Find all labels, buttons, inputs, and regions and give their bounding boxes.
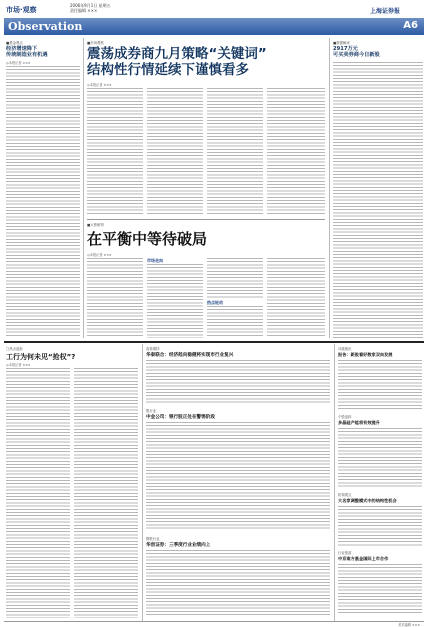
right-headline-line2: 可买卖券商今日新股 — [333, 52, 380, 58]
bottom2-kicker: 高管增持 — [146, 347, 160, 351]
lead-headline-line2: 结构性行情延续下谨慎看多 — [87, 62, 249, 78]
bottom2-text — [146, 360, 330, 404]
bottom3-kicker: 银行业 — [146, 409, 157, 413]
right-article-text — [333, 62, 423, 338]
bottom5-headline: 报告：新股看好数家双向发展 — [338, 352, 393, 357]
bottom7-text — [338, 506, 422, 546]
bottom1-kicker: □热点追踪 — [6, 347, 23, 351]
lead-text-col1 — [87, 88, 143, 216]
second-text-col4 — [267, 258, 325, 338]
lead-text-col4 — [267, 88, 325, 216]
section-divider — [4, 341, 424, 343]
lead-headline — [87, 46, 267, 78]
left-article-text — [6, 66, 80, 338]
column-rule — [142, 344, 143, 622]
lead-text-col2 — [147, 88, 203, 216]
bottom8-kicker: 行业报道 — [338, 551, 352, 555]
footer-credit: 美术编辑 ××× — [398, 623, 420, 627]
section-name: 市场·观察 — [6, 6, 37, 14]
lead-byline: ◎本报记者 ××× — [87, 83, 112, 87]
left-headline — [6, 46, 48, 58]
second-headline: 在平衡中等待破局 — [87, 230, 208, 248]
second-text-col3b — [207, 306, 263, 338]
second-text-col3a — [207, 258, 263, 298]
second-text-col1 — [87, 258, 143, 338]
editor-line: 责任编辑 ××× — [70, 8, 98, 13]
column-rule — [329, 38, 330, 338]
bottom5-kicker: 评级简讯 — [338, 347, 352, 351]
bottom7-headline: 大名家调整模式中的结构性机会 — [338, 498, 397, 503]
right-kicker: ■数据解读 — [333, 41, 350, 45]
second-byline: ◎本报记者 ××× — [87, 253, 112, 257]
bottom1-byline: ◎本报记者 ××× — [6, 363, 31, 367]
lead-headline-line1: 震荡成券商九月策略“关键词” — [87, 46, 267, 62]
bottom4-text — [146, 550, 330, 616]
bottom6-kicker: 个股追踪 — [338, 415, 352, 419]
bottom1-text-col2 — [74, 368, 138, 618]
bottom3-headline: 中金公司：银行股正处在警惕阶段 — [146, 415, 215, 420]
date-line: 2006年9月1日 星期五 — [70, 3, 111, 8]
bottom3-text — [146, 422, 330, 530]
second-subhead-1: 市场走向 — [147, 258, 163, 263]
bottom5-text — [338, 360, 422, 410]
second-kicker: ■大势研判 — [87, 223, 104, 227]
page-code: A6 — [403, 20, 418, 31]
left-byline: ◎本报记者 ××× — [6, 61, 31, 65]
bottom6-headline: 多晶硅产能将有效提升 — [338, 420, 380, 425]
left-headline-line1: 经济增速降下 — [6, 46, 38, 52]
bottom1-headline: 工行为何未见“抢权”? — [6, 353, 76, 361]
bottom4-headline: 华创证券：三季度行业业绩向上 — [146, 543, 211, 548]
bottom8-text — [338, 564, 422, 614]
bottom4-kicker: 钢铁行业 — [146, 537, 160, 541]
bottom7-kicker: 机构观点 — [338, 493, 352, 497]
lead-text-col3 — [207, 88, 263, 216]
column-rule — [334, 344, 335, 622]
divider — [87, 219, 325, 220]
bottom8-headline: 中京南方基金国际上市合作 — [338, 556, 389, 561]
publication-date — [70, 3, 111, 13]
footer-rule — [4, 621, 424, 622]
section-band-title: Observation — [8, 20, 83, 33]
newspaper-name: 上海证券报 — [369, 8, 400, 15]
bottom6-text — [338, 428, 422, 488]
column-rule — [83, 38, 84, 338]
bottom1-text-col1 — [6, 368, 70, 618]
bottom2-headline: 华泰联合：经济趋向稳健将实现市行业复兴 — [146, 353, 234, 358]
second-text-col2 — [147, 264, 203, 338]
right-headline-line1: 2917万元 — [333, 46, 358, 52]
left-kicker: ■基金观点 — [6, 41, 23, 45]
left-headline-line2: 传统制造业有机遇 — [6, 52, 48, 58]
lead-kicker: ■市场观察 — [87, 41, 104, 45]
right-headline — [333, 46, 380, 58]
second-subhead-2: 热点轮动 — [207, 300, 223, 305]
